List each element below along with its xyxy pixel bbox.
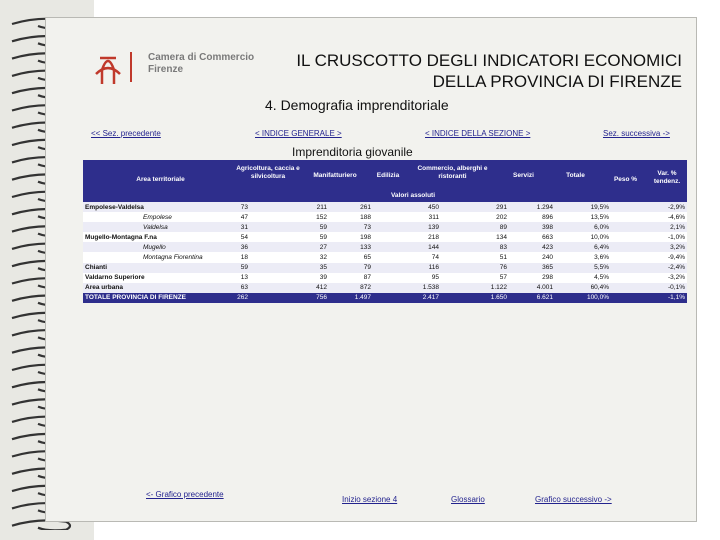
table-header [83, 160, 687, 202]
logo-line2: Firenze [148, 64, 184, 75]
table-row [83, 212, 687, 222]
table-row [83, 283, 687, 293]
cell-comm: 1.538 [422, 284, 439, 292]
cell-area: Valdelsa [143, 223, 168, 231]
cell-edil: 133 [360, 243, 371, 251]
cell-agri: 262 [237, 294, 248, 302]
col-header-peso: Peso % [613, 176, 638, 183]
cell-comm: 450 [428, 203, 439, 211]
cell-serv: 134 [496, 233, 507, 241]
cell-agri: 36 [240, 243, 248, 251]
col-header-manif: Manifatturiero [313, 172, 357, 179]
cell-comm: 218 [428, 233, 439, 241]
cell-peso: 19,5% [590, 203, 609, 211]
title-line1: IL CRUSCOTTO DEGLI INDICATORI ECONOMICI [296, 51, 682, 70]
cell-tot: 240 [542, 254, 553, 262]
cell-agri: 47 [240, 213, 248, 221]
cell-peso: 60,4% [590, 284, 609, 292]
table-row [83, 222, 687, 232]
cell-comm: 116 [428, 264, 439, 272]
cell-manif: 32 [319, 254, 327, 262]
cell-tot: 423 [542, 243, 553, 251]
table-row [83, 293, 687, 303]
glossary-link[interactable]: Glossario [451, 495, 485, 504]
cell-var: -2,9% [668, 203, 685, 211]
table-row [83, 242, 687, 252]
title-line2: DELLA PROVINCIA DI FIRENZE [432, 72, 682, 91]
cell-manif: 59 [319, 223, 327, 231]
cell-edil: 87 [363, 274, 371, 282]
cell-var: -9,4% [668, 254, 685, 262]
cell-tot: 365 [542, 264, 553, 272]
cell-manif: 27 [319, 243, 327, 251]
cell-comm: 139 [428, 223, 439, 231]
next-chart-link[interactable]: Grafico successivo -> [535, 495, 612, 504]
cell-area: Mugello [143, 243, 166, 251]
table-row [83, 232, 687, 242]
cell-comm: 311 [428, 213, 439, 221]
cell-manif: 39 [319, 274, 327, 282]
cell-area: Valdarno Superiore [85, 274, 145, 282]
cell-peso: 6,4% [594, 243, 609, 251]
table-row [83, 273, 687, 283]
table-row [83, 263, 687, 273]
logo-line1: Camera di Commercio [148, 52, 255, 63]
cell-area: Montagna Fiorentina [143, 254, 203, 262]
next-section-link[interactable]: Sez. successiva -> [603, 129, 670, 138]
page-title [296, 50, 682, 92]
cell-tot: 298 [542, 274, 553, 282]
cell-peso: 100,0% [586, 294, 609, 302]
col-header-serv: Servizi [513, 172, 534, 179]
cell-comm: 2.417 [422, 294, 439, 302]
table-row [83, 202, 687, 212]
cell-tot: 896 [542, 213, 553, 221]
table-body [83, 202, 687, 303]
cell-comm: 74 [431, 254, 439, 262]
cell-var: -3,2% [668, 274, 685, 282]
cell-peso: 13,5% [590, 213, 609, 221]
cell-var: 3,2% [670, 243, 685, 251]
cell-agri: 13 [240, 274, 248, 282]
logo-text [148, 52, 254, 76]
cell-serv: 1.122 [490, 284, 507, 292]
cell-peso: 6,0% [594, 223, 609, 231]
col-header-edil: Edilizia [376, 172, 400, 179]
data-table [83, 160, 687, 303]
cell-area: Chianti [85, 264, 108, 272]
cell-area: Empolese-Valdelsa [85, 203, 144, 211]
cell-area: Empolese [143, 213, 172, 221]
cell-var: -1,0% [668, 233, 685, 241]
cell-serv: 51 [499, 254, 507, 262]
cell-agri: 54 [240, 233, 248, 241]
cell-tot: 1.294 [536, 203, 553, 211]
cell-manif: 59 [319, 233, 327, 241]
cell-peso: 5,5% [594, 264, 609, 272]
section-subtitle: 4. Demografia imprenditoriale [265, 97, 449, 113]
section-index-link[interactable]: < INDICE DELLA SEZIONE > [425, 129, 531, 138]
cell-tot: 398 [542, 223, 553, 231]
cell-edil: 261 [360, 203, 371, 211]
cell-var: -1,1% [668, 294, 685, 302]
prev-section-link[interactable]: << Sez. precedente [91, 129, 161, 138]
cell-manif: 756 [316, 294, 327, 302]
cell-serv: 83 [499, 243, 507, 251]
cell-edil: 1.497 [354, 294, 371, 302]
prev-chart-link[interactable]: <- Grafico precedente [146, 490, 224, 499]
cell-edil: 73 [363, 223, 371, 231]
cell-manif: 211 [316, 203, 327, 211]
cell-agri: 73 [240, 203, 248, 211]
cell-tot: 663 [542, 233, 553, 241]
cell-peso: 4,5% [594, 274, 609, 282]
section-start-link[interactable]: Inizio sezione 4 [342, 495, 398, 504]
cell-var: -0,1% [668, 284, 685, 292]
cell-comm: 95 [431, 274, 439, 282]
cell-manif: 35 [319, 264, 327, 272]
cell-agri: 31 [240, 223, 248, 231]
col-header-comm: Commercio, alberghi e ristoranti [417, 165, 488, 180]
cell-serv: 202 [496, 213, 507, 221]
cell-peso: 3,6% [594, 254, 609, 262]
cell-var: -2,4% [668, 264, 685, 272]
cell-manif: 412 [316, 284, 327, 292]
cell-var: 2,1% [670, 223, 685, 231]
cell-area: Mugello-Montagna F.na [85, 233, 157, 241]
cell-manif: 152 [316, 213, 327, 221]
col-header-area: Area territoriale [136, 176, 185, 183]
subheader-valori: Valori assoluti [390, 192, 436, 199]
cell-area: TOTALE PROVINCIA DI FIRENZE [85, 294, 186, 302]
cell-serv: 76 [499, 264, 507, 272]
cell-edil: 79 [363, 264, 371, 272]
cell-serv: 57 [499, 274, 507, 282]
cell-edil: 65 [363, 254, 371, 262]
cell-edil: 198 [360, 233, 371, 241]
col-header-agri: Agricoltura, caccia e silvicoltura [236, 165, 300, 180]
cell-agri: 18 [240, 254, 248, 262]
col-header-var: Var. % tendenz. [653, 170, 681, 185]
cell-agri: 59 [240, 264, 248, 272]
table-title: Imprenditoria giovanile [292, 145, 413, 159]
table-row [83, 252, 687, 262]
cell-tot: 4.001 [536, 284, 553, 292]
general-index-link[interactable]: < INDICE GENERALE > [255, 129, 342, 138]
col-header-tot: Totale [566, 172, 585, 179]
cell-serv: 1.650 [490, 294, 507, 302]
cell-serv: 89 [499, 223, 507, 231]
cell-tot: 6.621 [536, 294, 553, 302]
cell-peso: 10,0% [590, 233, 609, 241]
cell-serv: 291 [496, 203, 507, 211]
cell-var: -4,6% [668, 213, 685, 221]
cell-edil: 872 [360, 284, 371, 292]
cell-area: Area urbana [85, 284, 123, 292]
cell-edil: 188 [360, 213, 371, 221]
cell-comm: 144 [428, 243, 439, 251]
cell-agri: 63 [240, 284, 248, 292]
